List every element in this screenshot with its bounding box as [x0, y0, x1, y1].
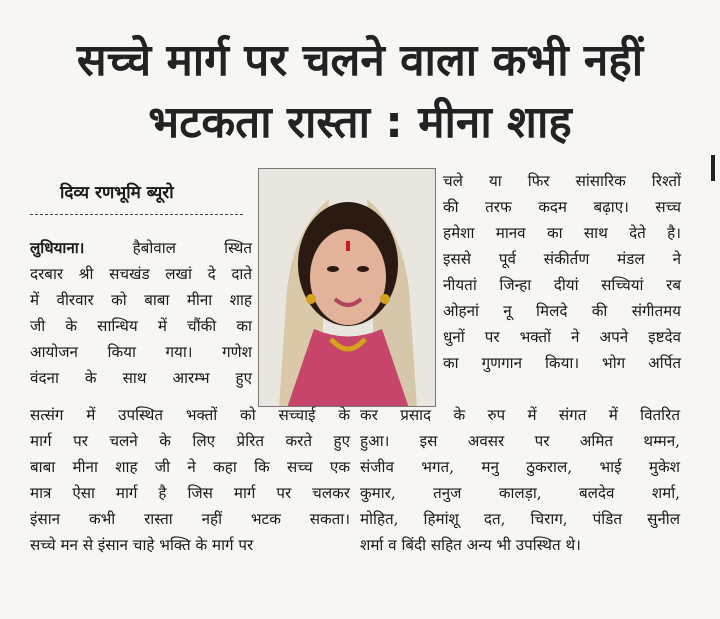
article-line: ओहनां नू मिलदे की संगीतमय [443, 302, 681, 320]
article-line: की तरफ कदम बढ़ाए। सच्च [443, 198, 681, 216]
article-line: वंदना के साथ आरम्भ हुए [30, 369, 252, 387]
article-line: इंसान कभी रास्ता नहीं भटक सकता। [30, 510, 350, 528]
article-line: मात्र ऐसा मार्ग है जिस मार्ग पर चलकर [30, 484, 350, 502]
article-line: सत्संग में उपस्थित भक्तों को सच्चाई के [30, 406, 350, 424]
article-line: बाबा मीना शाह जी ने कहा कि सच्च एक [30, 458, 350, 476]
dateline: लुधियाना। [30, 239, 85, 257]
article-line: नीयतां जिन्हा दीयां सच्चियां रब [443, 276, 681, 294]
headline [0, 30, 720, 154]
article-line: संजीव भगत, मनु ठुकराल, भाई मुकेश [360, 458, 680, 476]
article-line: कर प्रसाद के रुप में संगत में वितरित [360, 406, 680, 424]
article-line: मोहित, हिमांशू दत, चिराग, पंडित सुनील [360, 510, 680, 528]
article-line: दरबार श्री सचखंड लखां दे दाते [30, 265, 252, 283]
adjacent-article-edge [711, 155, 715, 181]
article-line: चले या फिर सांसारिक रिश्तों [443, 172, 681, 190]
article-line: कुमार, तनुज कालड़ा, बलदेव शर्मा, [360, 484, 680, 502]
byline: दिव्य रणभूमि ब्यूरो [60, 183, 174, 203]
article-column-right-top [443, 168, 681, 376]
article-line: हुआ। इस अवसर पर अमित थम्मन, [360, 432, 680, 450]
article-line: सच्चे मन से इंसान चाहे भक्ति के मार्ग पर [30, 536, 254, 554]
article-line: इससे पूर्व संकीर्तण मंडल ने [443, 250, 681, 268]
article-line: धुनों पर भक्तों ने अपने इष्टदेव [443, 328, 681, 346]
article-column-bottom-left [30, 402, 350, 558]
article-line: शर्मा व बिंदी सहित अन्य भी उपस्थित थे। [360, 536, 581, 554]
article-line: हमेशा मानव का साथ देते है। [443, 224, 681, 242]
article-line: लुधियाना। हैबोवाल स्थित [30, 239, 252, 257]
portrait-photo [258, 168, 436, 407]
portrait-icon [259, 169, 436, 407]
headline-line-1: सच्चे मार्ग पर चलने वाला कभी नहीं [76, 35, 644, 86]
headline-line-2: भटकता रास्ता : मीना शाह [148, 97, 572, 148]
article-line: जी के सान्धिय में चौंकी का [30, 317, 252, 335]
article-line: आयोजन किया गया। गणेश [30, 343, 252, 361]
article-line: मार्ग पर चलने के लिए प्रेरित करते हुए [30, 432, 350, 450]
article-column-bottom-right [360, 402, 680, 558]
article-line: में वीरवार को बाबा मीना शाह [30, 291, 252, 309]
top-cropped-text [0, 0, 720, 8]
article-line: का गुणगान किया। भोग अर्पित [443, 354, 681, 372]
byline-divider [30, 214, 243, 215]
article-column-left [30, 235, 252, 391]
